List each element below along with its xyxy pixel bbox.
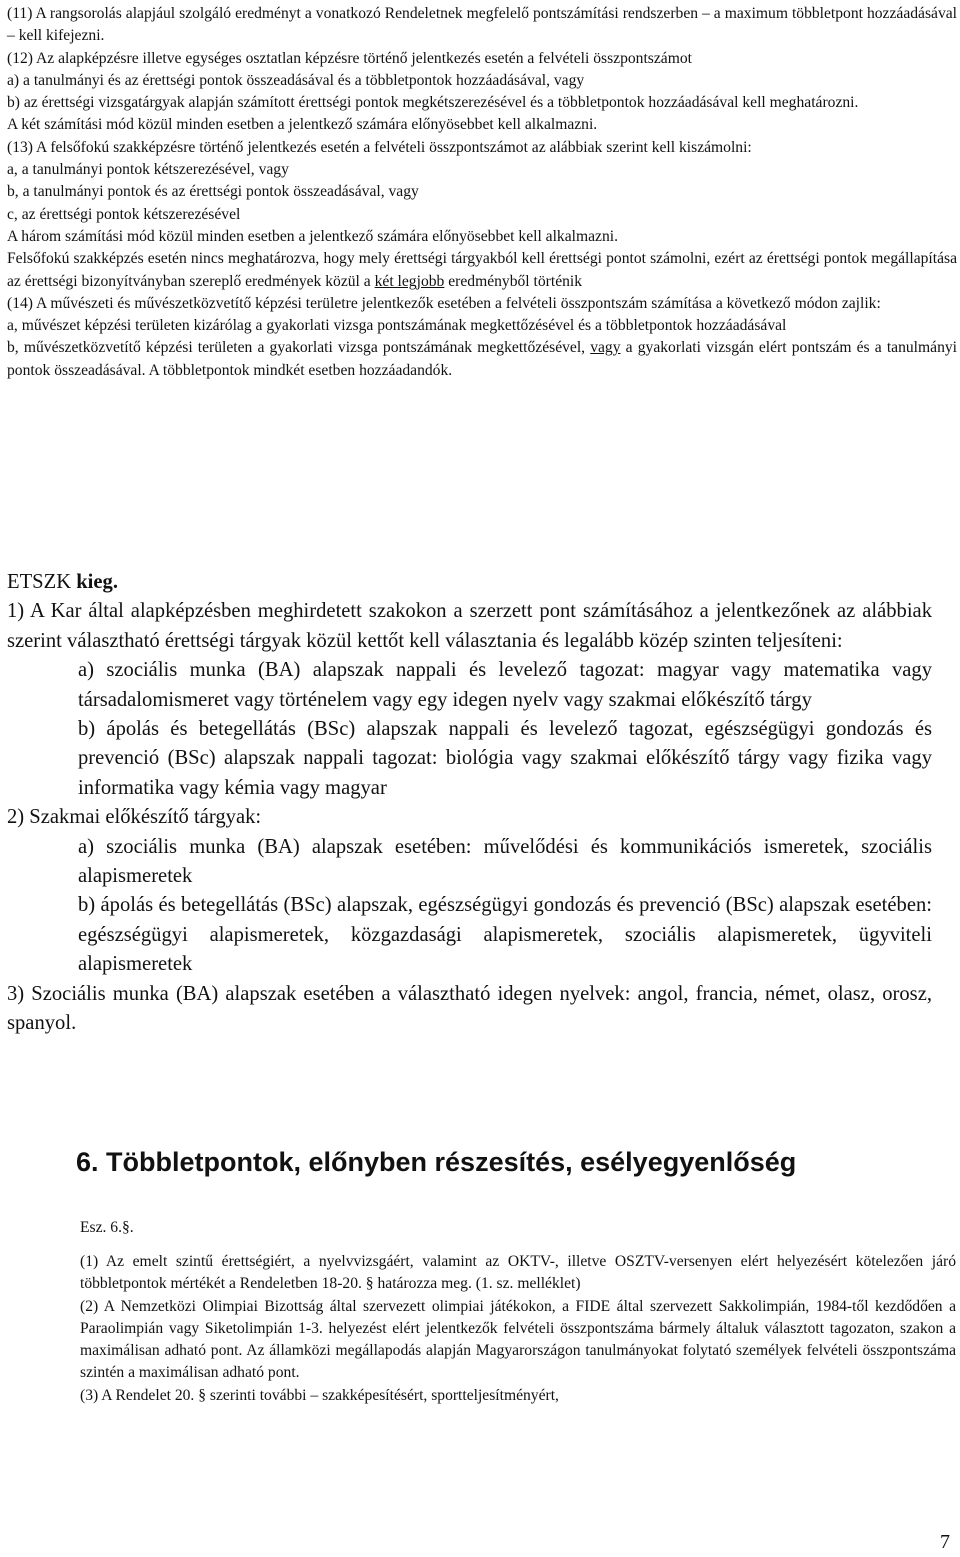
paragraph-13-b: b, a tanulmányi pontok és az érettségi pontok összeadásával, vagy (7, 183, 419, 201)
paragraph-14-b-text: b, művészetközvetítő képzési területen a gyakorlati vizsga pontszámának megkettőzésével, (7, 339, 591, 357)
etszk-item-1-b: b) ápolás és betegellátás (BSc) alapszak nappali és levelező tagozat, egészségügyi gondozás és prevenció (BSc) alapszak nappali tagozat: biológia vagy szakmai előkészítő tárgy vagy fizika vagy informatika vagy kémia vagy magyar (78, 718, 932, 799)
paragraph-13-e (7, 248, 957, 293)
paragraph-14-b-end: a gyakorlati vizsgán elért pontszám és a tanulmányi pontok összeadásával. A többletpontok mindkét esetben hozzáadandók. (7, 339, 957, 379)
etszk-item-2-a: a) szociális munka (BA) alapszak esetében: művelődési és kommunikációs ismeretek, szociális alapismeretek (78, 835, 932, 888)
paragraph-12-b: b) az érettségi vizsgatárgyak alapján számított érettségi pontok megkétszerezésével és a többletpontok hozzáadásával kell meghatározni. (7, 94, 859, 112)
paragraph-12: (12) Az alapképzésre illetve egységes osztatlan képzésre történő jelentkezés esetén a felvételi összpontszámot (7, 49, 692, 67)
section-number: 6. (76, 1147, 99, 1177)
page-number: 7 (940, 1531, 950, 1553)
etszk-item-2: 2) Szakmai előkészítő tárgyak: (7, 806, 262, 829)
etszk-item-1-a: a) szociális munka (BA) alapszak nappali és levelező tagozat: magyar vagy matematika vagy társadalomismeret vagy történelem vagy egy idegen nyelv vagy szakmai előkészítő tárgy (78, 659, 932, 711)
etszk-heading (7, 568, 932, 597)
section-6-paragraph-1: (1) Az emelt szintű érettségiért, a nyelvvizsgáért, valamint az OKTV-, illetve OSZTV-versenyen elért helyezésért kötelezően járó többletpontok mértékét a Rendeletben 18-20. § határozza meg. (1. sz. melléklet) (80, 1253, 956, 1293)
paragraph-11: (11) A rangsorolás alapjául szolgáló eredményt a vonatkozó Rendeletnek megfelelő pontszámítási rendszerben – a maximum többletpont hozzáadásával – kell kifejezni. (7, 5, 957, 45)
etszk-label: ETSZK (7, 571, 77, 593)
etszk-item-2-b: b) ápolás és betegellátás (BSc) alapszak, egészségügyi gondozás és prevenció (BSc) alapszak esetében: egészségügyi alapismeretek, közgazdasági alapismeretek, szociális alapismeretek, ügyviteli alapismeretek (78, 894, 932, 976)
paragraph-12-c: A két számítási mód közül minden esetben a jelentkező számára előnyösebbet kell alkalmazni. (7, 116, 598, 134)
etszk-supplement (7, 568, 932, 1039)
underlined-vagy: vagy (590, 339, 621, 357)
section-6-body (80, 1251, 956, 1407)
rules-section-11-14 (7, 3, 957, 382)
paragraph-13-a: a, a tanulmányi pontok kétszerezésével, vagy (7, 161, 289, 179)
etszk-item-3: 3) Szociális munka (BA) alapszak esetében a választható idegen nyelvek: angol, francia, német, olasz, orosz, spanyol. (7, 982, 932, 1035)
paragraph-13: (13) A felsőfokú szakképzésre történő jelentkezés esetén a felvételi összpontszámot az alábbiak szerint kell kiszámolni: (7, 138, 752, 156)
paragraph-13-c: c, az érettségi pontok kétszerezésével (7, 205, 241, 223)
etszk-kieg: kieg. (76, 571, 118, 593)
section-6-paragraph-2: (2) A Nemzetközi Olimpiai Bizottság által szervezett olimpiai játékokon, a FIDE által szervezett Sakkolimpián, 1984-től kezdődően a Paraolimpián vagy Siketolimpián 1-3. helyezést elért jelentkezők felvételi összpontszáma bármely általuk választott tagozaton, szakon a maximálisan adható pont. Az államközi megállapodás alapján Magyarországon tanulmányokat folytató személyek felvételi összpontszáma szintén a maximálisan adható pont. (80, 1297, 956, 1382)
paragraph-14: (14) A művészeti és művészetközvetítő képzési területre jelentkezők esetében a felvételi összpontszám számítása a következő módon zajlik: (7, 294, 881, 312)
section-6-paragraph-3: (3) A Rendelet 20. § szerinti további – szakképesítésért, sportteljesítményért, (80, 1386, 559, 1404)
paragraph-12-a: a) a tanulmányi és az érettségi pontok összeadásával és a többletpontok hozzáadásával, vagy (7, 71, 585, 89)
paragraph-13-e-text: Felsőfokú szakképzés esetén nincs meghatározva, hogy mely érettségi tárgyakból kell érettségi pontot számolni, ezért az érettségi pontok megállapítása az érettségi bizonyítványban szereplő eredmények közül a (7, 250, 957, 290)
paragraph-14-a: a, művészet képzési területen kizárólag a gyakorlati vizsga pontszámának megkettőzésével és a többletpontok hozzáadásával (7, 317, 787, 335)
etszk-item-1: 1) A Kar által alapképzésben meghirdetett szakokon a szerzett pont számításához a jelentkezőnek az alábbiak szerint választható érettségi tárgyak közül kettőt kell választania és legalább közép szinten teljesíteni: (7, 600, 932, 652)
underlined-ket-legjobb: két legjobb (374, 272, 445, 290)
section-heading (76, 1144, 796, 1180)
esz-reference: Esz. 6.§. (80, 1219, 134, 1236)
section-title: Többletpontok, előnyben részesítés, esélyegyenlőség (106, 1147, 797, 1177)
paragraph-13-d: A három számítási mód közül minden esetben a jelentkező számára előnyösebbet kell alkalmazni. (7, 227, 618, 245)
paragraph-14-b (7, 337, 957, 382)
paragraph-13-e-end: eredményből történik (444, 272, 583, 290)
